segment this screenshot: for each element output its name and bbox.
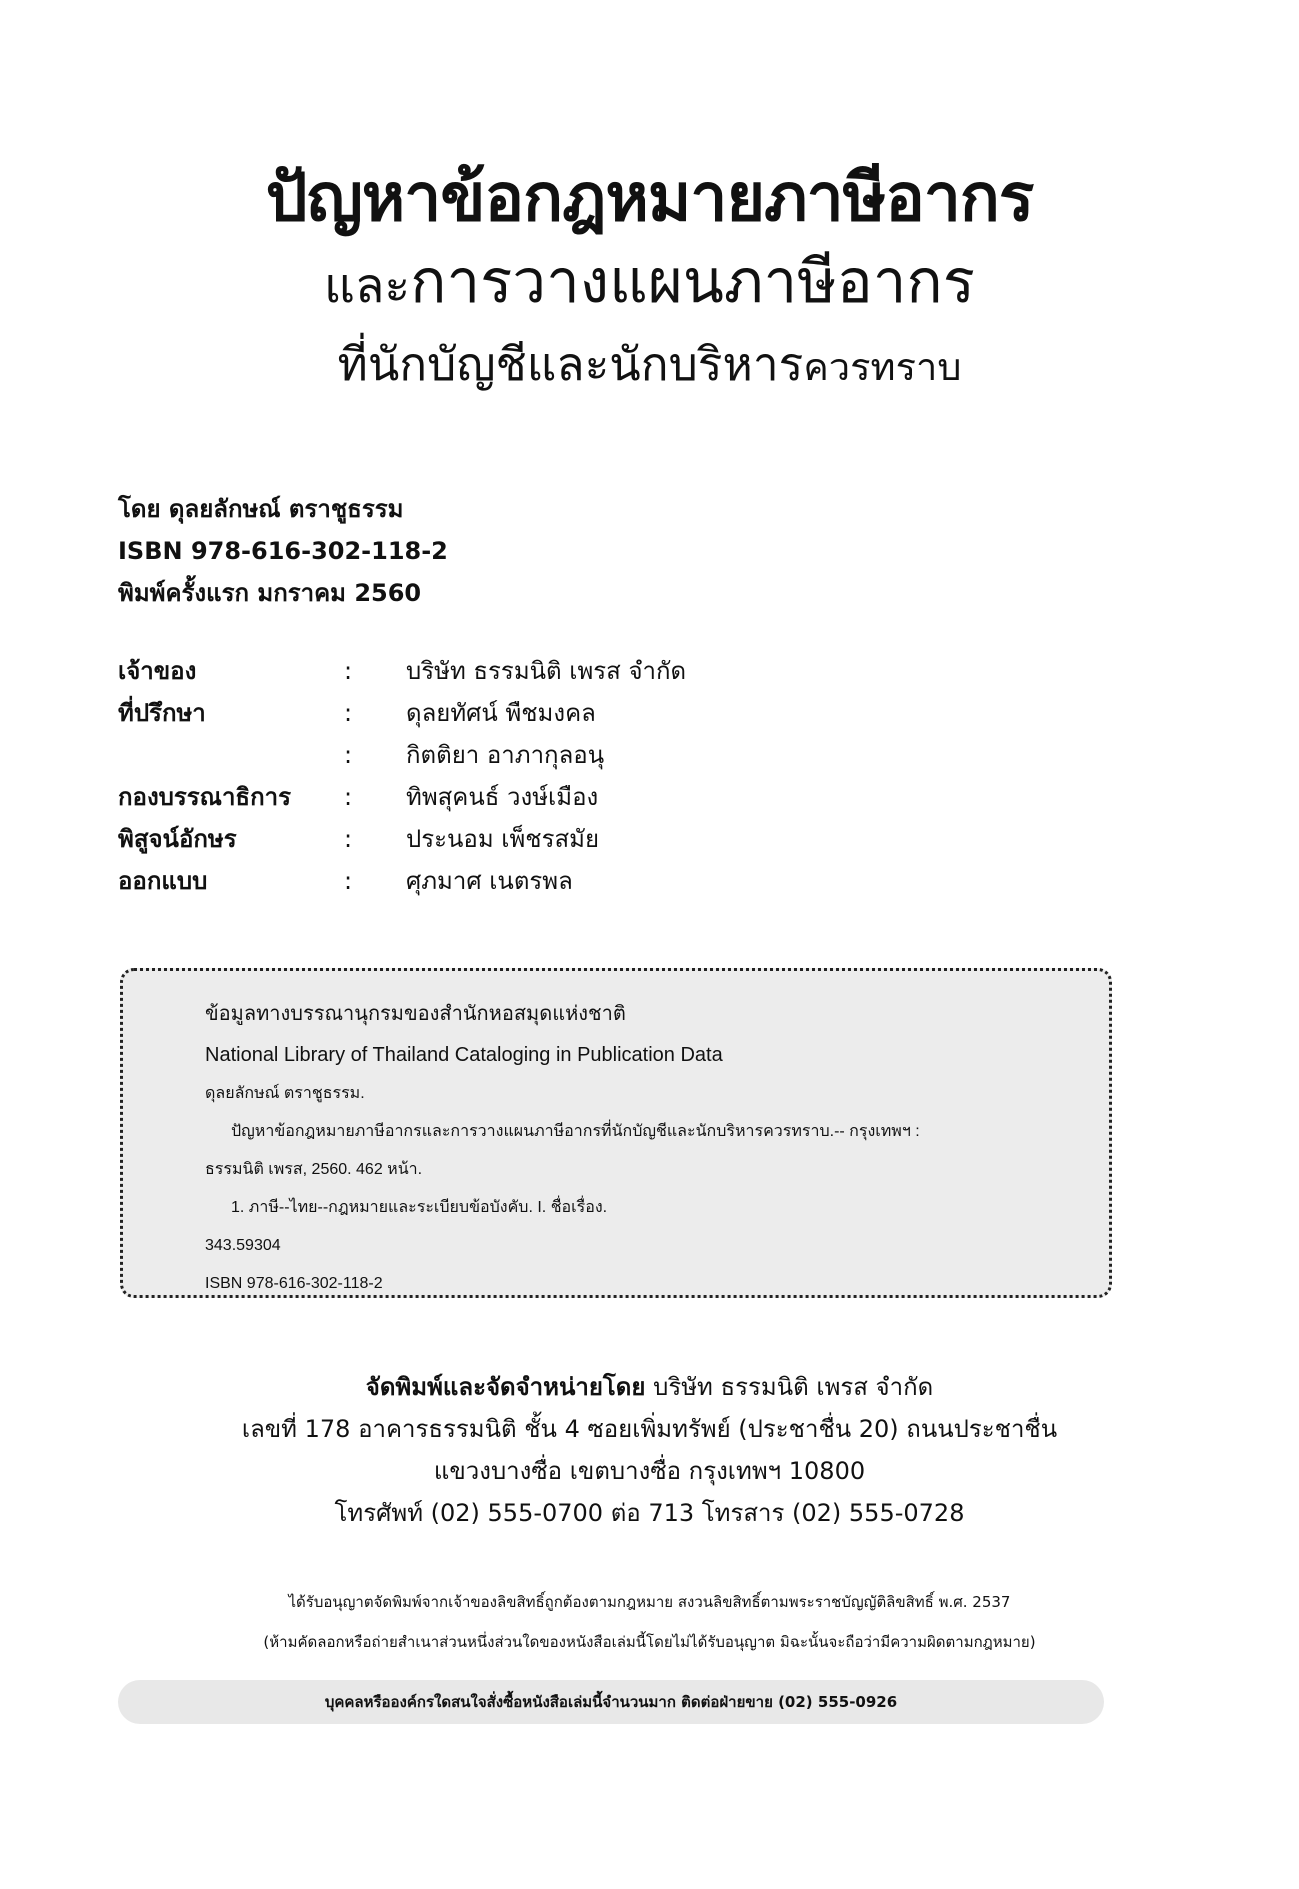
copyright-line-1: ได้รับอนุญาตจัดพิมพ์จากเจ้าของลิขสิทธิ์ถูกต้องตามกฎหมาย สงวนลิขสิทธิ์ตามพระราชบัญญัติลิขสิทธิ์ พ.ศ. 2537 — [288, 1593, 1011, 1611]
publisher-name: บริษัท ธรรมนิติ เพรส จำกัด — [653, 1373, 934, 1401]
credit-name: ทิพสุคนธ์ วงษ์เมือง — [406, 783, 599, 811]
credit-colon: : — [344, 657, 353, 685]
credit-role: ออกแบบ — [118, 867, 208, 895]
credit-role: ที่ปรึกษา — [118, 699, 206, 727]
credit-role: เจ้าของ — [118, 657, 197, 685]
publisher-line — [0, 1366, 1299, 1408]
title-line-2-main: การวางแผนภาษีอากร — [410, 247, 975, 317]
publisher-phone: โทรศัพท์ (02) 555-0700 ต่อ 713 โทรสาร (02) 555-0728 — [334, 1499, 965, 1527]
book-title — [0, 155, 1299, 404]
title-line-2 — [0, 241, 1299, 327]
credits-list — [118, 650, 686, 902]
title-line-1: ปัญหาข้อกฎหมายภาษีอากร — [265, 159, 1034, 236]
credit-row — [118, 692, 686, 734]
credit-colon: : — [344, 741, 353, 769]
credit-row — [118, 776, 686, 818]
credit-role: พิสูจน์อักษร — [118, 825, 237, 853]
credit-colon: : — [344, 699, 353, 727]
title-line-3 — [0, 327, 1299, 404]
credit-row — [118, 818, 686, 860]
credit-role: กองบรรณาธิการ — [118, 783, 291, 811]
cip-content — [205, 993, 1085, 1303]
author-line: โดย ดุลยลักษณ์ ตราชูธรรม — [118, 495, 404, 523]
cip-classification: 343.59304 — [205, 1237, 281, 1254]
copyright-notice — [0, 1582, 1299, 1662]
credit-colon: : — [344, 867, 353, 895]
copyright-line-2: (ห้ามคัดลอกหรือถ่ายสำเนาส่วนหนึ่งส่วนใดของหนังสือเล่มนี้โดยไม่ได้รับอนุญาต มิฉะนั้นจะถือว่ามีความผิดตามกฎหมาย) — [263, 1633, 1036, 1651]
cip-box — [120, 968, 1112, 1298]
cip-title-line: ปัญหาข้อกฎหมายภาษีอากรและการวางแผนภาษีอากรที่นักบัญชีและนักบริหารควรทราบ.-- กรุงเทพฯ : — [231, 1123, 920, 1140]
credit-row — [118, 650, 686, 692]
title-line-2-prefix: และ — [324, 258, 411, 314]
title-line-3-suffix: ควรทราบ — [803, 345, 962, 389]
publisher-block — [0, 1366, 1299, 1534]
credit-row — [118, 860, 686, 902]
credit-name: กิตติยา อาภากุลอนุ — [406, 741, 605, 769]
publisher-label: จัดพิมพ์และจัดจำหน่ายโดย — [365, 1373, 646, 1401]
cip-subject-line: 1. ภาษี--ไทย--กฎหมายและระเบียบข้อบังคับ. I. ชื่อเรื่อง. — [231, 1199, 608, 1216]
credit-name: ศุภมาศ เนตรพล — [406, 867, 573, 895]
cip-heading-en: National Library of Thailand Cataloging in Publication Data — [205, 1044, 723, 1066]
publisher-address-1: เลขที่ 178 อาคารธรรมนิติ ชั้น 4 ซอยเพิ่มทรัพย์ (ประชาชื่น 20) ถนนประชาชื่น — [241, 1415, 1058, 1443]
title-line-3-main: ที่นักบัญชีและนักบริหาร — [337, 337, 804, 391]
credit-role — [118, 734, 344, 776]
edition-line: พิมพ์ครั้งแรก มกราคม 2560 — [118, 579, 422, 607]
credit-row — [118, 734, 686, 776]
book-meta — [118, 488, 448, 614]
publisher-address-2: แขวงบางซื่อ เขตบางซื่อ กรุงเทพฯ 10800 — [433, 1457, 866, 1485]
cip-heading-th: ข้อมูลทางบรรณานุกรมของสำนักหอสมุดแห่งชาติ — [205, 1003, 626, 1025]
credit-colon: : — [344, 783, 353, 811]
cip-pub-line: ธรรมนิติ เพรส, 2560. 462 หน้า. — [205, 1161, 423, 1178]
credit-name: บริษัท ธรรมนิติ เพรส จำกัด — [406, 657, 687, 685]
cip-author: ดุลยลักษณ์ ตราชูธรรม. — [205, 1085, 365, 1102]
sales-contact-bar: บุคคลหรือองค์กรใดสนใจสั่งซื้อหนังสือเล่มนี้จำนวนมาก ติดต่อฝ่ายขาย (02) 555-0926 — [118, 1680, 1104, 1724]
credit-name: ประนอม เพ็ชรสมัย — [406, 825, 600, 853]
credit-colon: : — [344, 825, 353, 853]
credit-name: ดุลยทัศน์ พืชมงคล — [406, 699, 596, 727]
cip-isbn: ISBN 978-616-302-118-2 — [205, 1275, 383, 1292]
isbn-line: ISBN 978-616-302-118-2 — [118, 537, 448, 565]
